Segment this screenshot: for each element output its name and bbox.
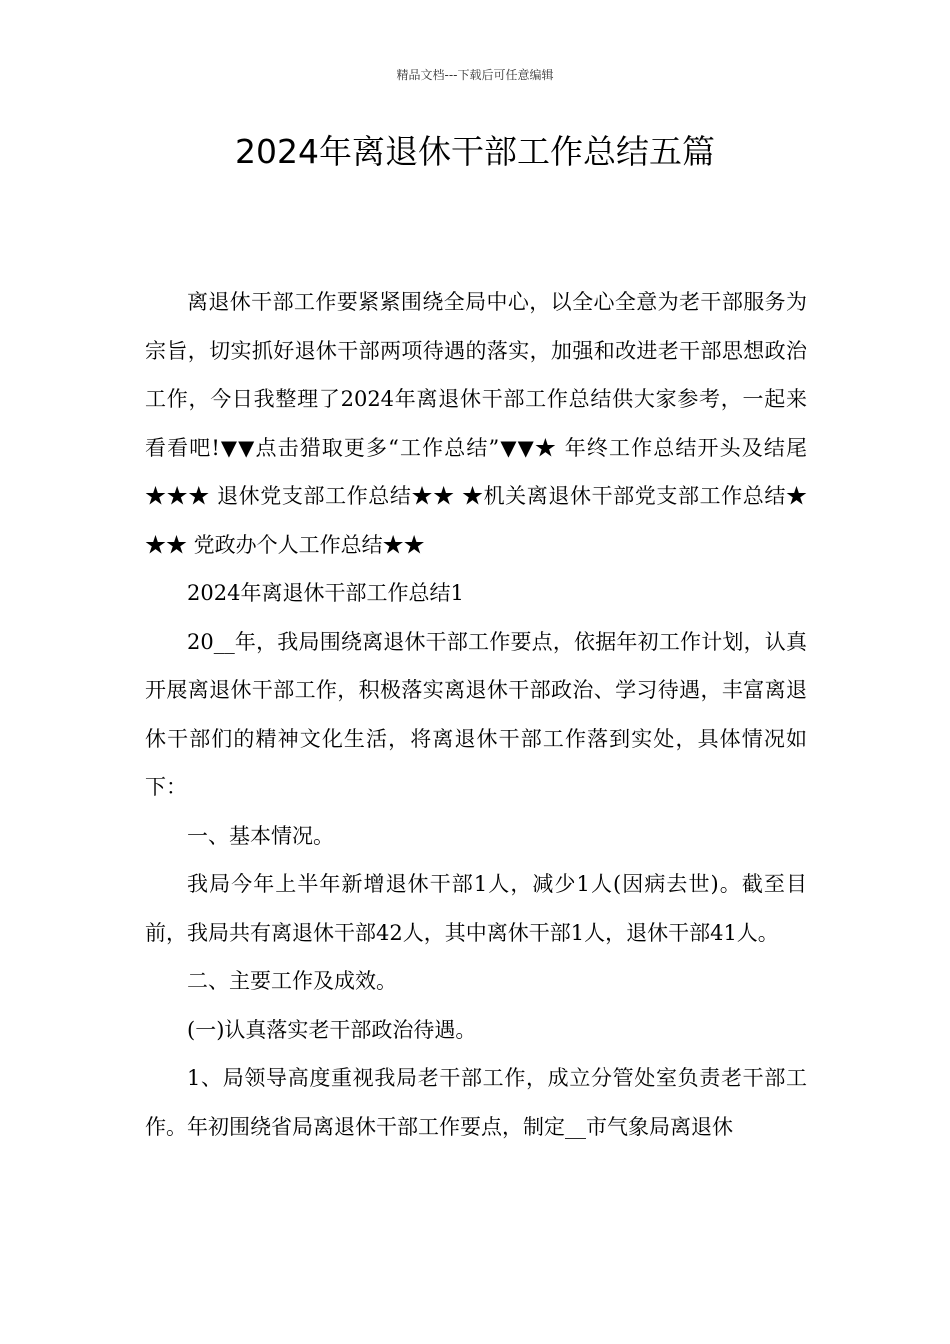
document-body: [145, 278, 807, 1151]
header-note: 精品文档---下载后可任意编辑: [396, 68, 554, 82]
intro-paragraph: 离退休干部工作要紧紧围绕全局中心，以全心全意为老干部服务为宗旨，切实抓好退休干部两项待遇的落实，加强和改进老干部思想政治工作，今日我整理了2024年离退休干部工作总结供大家参考，一起来看看吧!▼▼点击猎取更多“工作总结”▼▼★ 年终工作总结开头及结尾 ★★★ 退休党支部工作总结★★ ★机关离退休干部党支部工作总结★ ★★ 党政办个人工作总结★★: [145, 290, 807, 557]
section-heading-summary-1: 2024年离退休干部工作总结1: [187, 581, 464, 605]
summary-1-overview-paragraph: 20__年，我局围绕离退休干部工作要点，依据年初工作计划，认真开展离退休干部工作，积极落实离退休干部政治、学习待遇，丰富离退休干部们的精神文化生活，将离退休干部工作落到实处，具体情况如下：: [145, 629, 807, 799]
document-title: 2024年离退休干部工作总结五篇: [235, 132, 715, 171]
item-1-paragraph: 1、局领导高度重视我局老干部工作，成立分管处室负责老干部工作。年初围绕省局离退休干部工作要点，制定__市气象局离退休: [145, 1066, 807, 1139]
subheading-political-treatment: (一)认真落实老干部政治待遇。: [187, 1017, 477, 1042]
heading-main-work: 二、主要工作及成效。: [187, 969, 397, 993]
heading-basic-situation: 一、基本情况。: [187, 823, 334, 848]
basic-situation-paragraph: 我局今年上半年新增退休干部1人，减少1人(因病去世)。截至目前，我局共有离退休干部42人，其中离休干部1人，退休干部41人。: [145, 872, 807, 945]
